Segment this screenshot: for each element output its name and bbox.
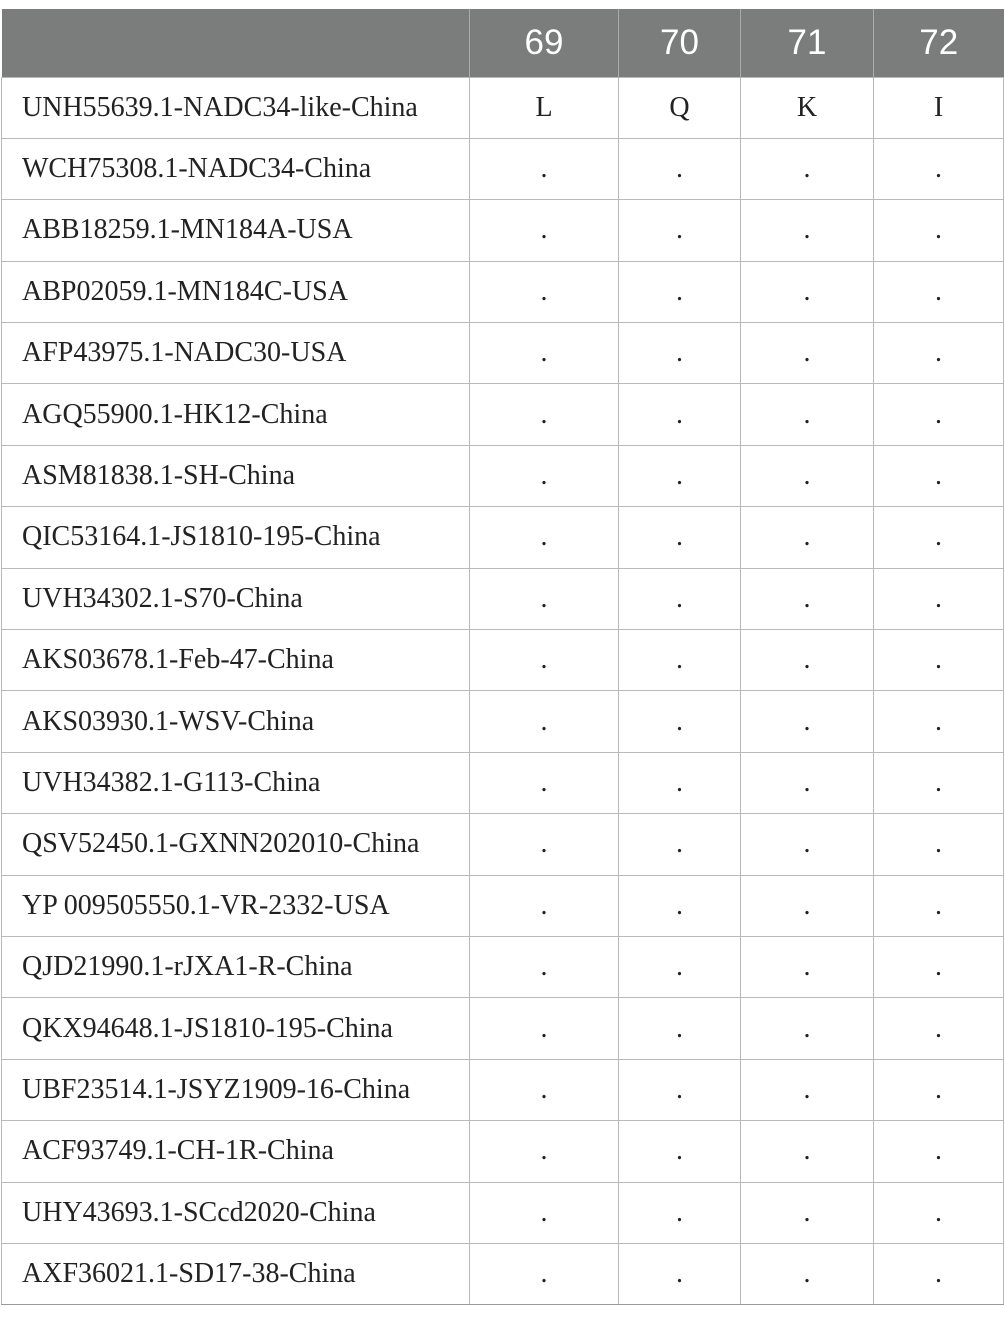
table-row <box>2 261 1004 322</box>
header-position-70: 70 <box>619 9 741 77</box>
table-row <box>2 1059 1004 1120</box>
residue-cell-position-72: . <box>874 875 1004 936</box>
residue-cell-position-69: . <box>470 630 619 691</box>
strain-name-cell: UHY43693.1-SCcd2020-China <box>2 1182 470 1243</box>
residue-cell-position-69: . <box>470 752 619 813</box>
residue-cell-position-72: I <box>874 77 1004 138</box>
residue-cell-position-69: . <box>470 1243 619 1304</box>
strain-name-cell: QKX94648.1-JS1810-195-China <box>2 998 470 1059</box>
residue-cell-position-69: . <box>470 384 619 445</box>
table-row <box>2 875 1004 936</box>
residue-cell-position-71: . <box>741 630 874 691</box>
residue-cell-position-71: . <box>741 507 874 568</box>
residue-cell-position-70: . <box>619 936 741 997</box>
table-row <box>2 1121 1004 1182</box>
table-row <box>2 384 1004 445</box>
strain-name-cell: AKS03930.1-WSV-China <box>2 691 470 752</box>
residue-cell-position-72: . <box>874 507 1004 568</box>
residue-cell-position-71: . <box>741 998 874 1059</box>
residue-cell-position-70: . <box>619 630 741 691</box>
strain-name-cell: QIC53164.1-JS1810-195-China <box>2 507 470 568</box>
residue-cell-position-71: . <box>741 875 874 936</box>
residue-cell-position-72: . <box>874 384 1004 445</box>
table-row <box>2 445 1004 506</box>
residue-cell-position-69: . <box>470 138 619 199</box>
residue-cell-position-69: . <box>470 200 619 261</box>
residue-cell-position-71: . <box>741 1121 874 1182</box>
residue-cell-position-69: . <box>470 998 619 1059</box>
residue-cell-position-71: . <box>741 445 874 506</box>
residue-cell-position-70: . <box>619 138 741 199</box>
residue-cell-position-72: . <box>874 998 1004 1059</box>
strain-name-cell: UVH34302.1-S70-China <box>2 568 470 629</box>
residue-cell-position-69: . <box>470 875 619 936</box>
table-header-row <box>2 9 1004 77</box>
residue-cell-position-70: . <box>619 568 741 629</box>
residue-cell-position-72: . <box>874 814 1004 875</box>
residue-cell-position-72: . <box>874 691 1004 752</box>
table-row <box>2 138 1004 199</box>
residue-cell-position-69: . <box>470 814 619 875</box>
residue-cell-position-70: . <box>619 200 741 261</box>
header-position-69: 69 <box>470 9 619 77</box>
residue-cell-position-72: . <box>874 1243 1004 1304</box>
strain-name-cell: QSV52450.1-GXNN202010-China <box>2 814 470 875</box>
residue-cell-position-72: . <box>874 752 1004 813</box>
residue-cell-position-72: . <box>874 936 1004 997</box>
residue-cell-position-72: . <box>874 261 1004 322</box>
residue-cell-position-69: . <box>470 1121 619 1182</box>
residue-cell-position-69: . <box>470 323 619 384</box>
residue-cell-position-70: . <box>619 323 741 384</box>
residue-cell-position-70: . <box>619 445 741 506</box>
header-position-71: 71 <box>741 9 874 77</box>
residue-cell-position-70: . <box>619 261 741 322</box>
residue-cell-position-70: . <box>619 507 741 568</box>
header-strain-column <box>2 9 470 77</box>
residue-cell-position-69: . <box>470 1182 619 1243</box>
strain-name-cell: YP 009505550.1-VR-2332-USA <box>2 875 470 936</box>
residue-cell-position-71: . <box>741 691 874 752</box>
residue-cell-position-69: . <box>470 1059 619 1120</box>
residue-cell-position-71: . <box>741 200 874 261</box>
residue-cell-position-70: . <box>619 1182 741 1243</box>
table-row <box>2 936 1004 997</box>
residue-cell-position-72: . <box>874 445 1004 506</box>
residue-cell-position-70: Q <box>619 77 741 138</box>
residue-cell-position-72: . <box>874 200 1004 261</box>
strain-name-cell: UBF23514.1-JSYZ1909-16-China <box>2 1059 470 1120</box>
residue-cell-position-69: . <box>470 568 619 629</box>
table-row <box>2 1182 1004 1243</box>
residue-cell-position-71: . <box>741 384 874 445</box>
header-position-72: 72 <box>874 9 1004 77</box>
residue-cell-position-70: . <box>619 752 741 813</box>
strain-name-cell: AKS03678.1-Feb-47-China <box>2 630 470 691</box>
residue-cell-position-71: . <box>741 138 874 199</box>
table-row <box>2 752 1004 813</box>
residue-cell-position-72: . <box>874 568 1004 629</box>
strain-name-cell: ASM81838.1-SH-China <box>2 445 470 506</box>
residue-cell-position-71: . <box>741 261 874 322</box>
table-body <box>2 77 1004 1305</box>
table-row <box>2 77 1004 138</box>
strain-name-cell: AGQ55900.1-HK12-China <box>2 384 470 445</box>
strain-name-cell: ACF93749.1-CH-1R-China <box>2 1121 470 1182</box>
table-row <box>2 814 1004 875</box>
residue-cell-position-69: . <box>470 936 619 997</box>
strain-name-cell: ABP02059.1-MN184C-USA <box>2 261 470 322</box>
residue-cell-position-71: . <box>741 814 874 875</box>
strain-name-cell: QJD21990.1-rJXA1-R-China <box>2 936 470 997</box>
residue-cell-position-71: . <box>741 1243 874 1304</box>
table-row <box>2 998 1004 1059</box>
residue-cell-position-70: . <box>619 998 741 1059</box>
residue-cell-position-72: . <box>874 1182 1004 1243</box>
residue-cell-position-69: . <box>470 691 619 752</box>
table-row <box>2 1243 1004 1304</box>
residue-cell-position-71: K <box>741 77 874 138</box>
strain-name-cell: ABB18259.1-MN184A-USA <box>2 200 470 261</box>
strain-name-cell: AXF36021.1-SD17-38-China <box>2 1243 470 1304</box>
residue-cell-position-69: . <box>470 261 619 322</box>
table-row <box>2 507 1004 568</box>
residue-cell-position-71: . <box>741 752 874 813</box>
residue-cell-position-70: . <box>619 1059 741 1120</box>
residue-cell-position-72: . <box>874 1059 1004 1120</box>
residue-cell-position-72: . <box>874 323 1004 384</box>
table-row <box>2 630 1004 691</box>
residue-cell-position-72: . <box>874 630 1004 691</box>
residue-cell-position-69: L <box>470 77 619 138</box>
residue-cell-position-72: . <box>874 1121 1004 1182</box>
table-row <box>2 200 1004 261</box>
strain-name-cell: UNH55639.1-NADC34-like-China <box>2 77 470 138</box>
residue-cell-position-70: . <box>619 814 741 875</box>
residue-cell-position-71: . <box>741 568 874 629</box>
residue-cell-position-71: . <box>741 936 874 997</box>
residue-cell-position-72: . <box>874 138 1004 199</box>
residue-cell-position-71: . <box>741 323 874 384</box>
residue-cell-position-69: . <box>470 507 619 568</box>
residue-cell-position-70: . <box>619 384 741 445</box>
strain-name-cell: WCH75308.1-NADC34-China <box>2 138 470 199</box>
strain-name-cell: UVH34382.1-G113-China <box>2 752 470 813</box>
residue-cell-position-71: . <box>741 1182 874 1243</box>
strain-name-cell: AFP43975.1-NADC30-USA <box>2 323 470 384</box>
table-row <box>2 323 1004 384</box>
table-row <box>2 568 1004 629</box>
residue-cell-position-69: . <box>470 445 619 506</box>
sequence-alignment-table <box>1 9 1004 1305</box>
residue-cell-position-70: . <box>619 1121 741 1182</box>
residue-cell-position-70: . <box>619 1243 741 1304</box>
residue-cell-position-70: . <box>619 875 741 936</box>
residue-cell-position-71: . <box>741 1059 874 1120</box>
residue-cell-position-70: . <box>619 691 741 752</box>
table-row <box>2 691 1004 752</box>
